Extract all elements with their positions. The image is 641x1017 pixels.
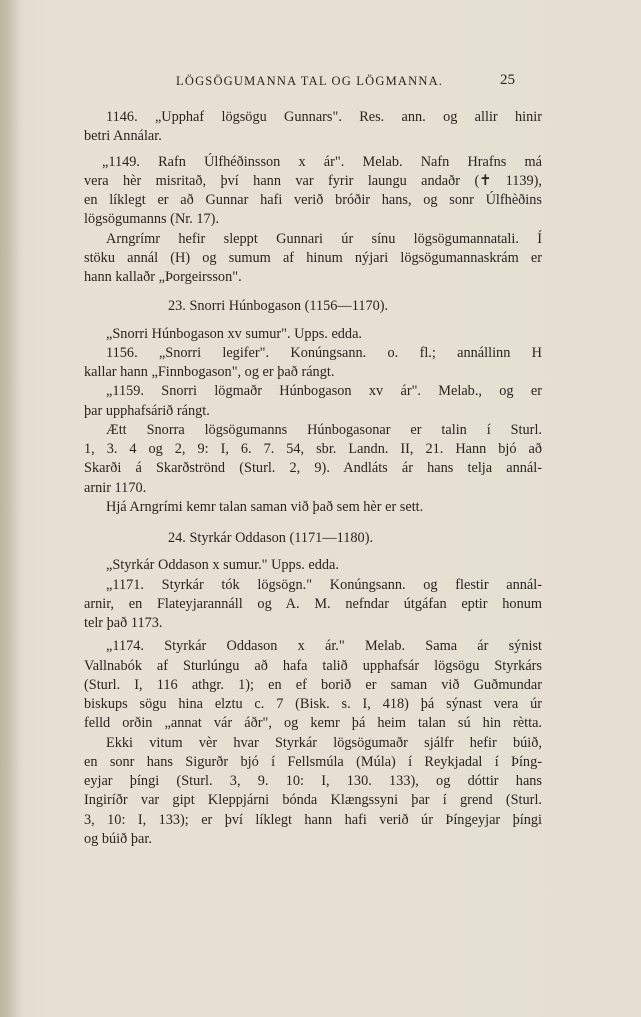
text-line: en líklegt er að Gunnar hafi verið bróðir hans, og sonr Úlfhèðins — [84, 192, 542, 208]
section-heading-23: 23. Snorri Húnbogason (1156—1170). — [168, 298, 389, 315]
text-line: (Sturl. I, 116 athgr. 1); en ef borið er saman við Guðmundar — [84, 676, 542, 693]
text-line: Vallnabók af Sturlúngu að hafa talið upphafsár lögsögu Styrkárs — [84, 657, 542, 674]
text-line: „1159. Snorri lögmaðr Húnbogason xv ár". Melab., og er — [106, 383, 542, 400]
text-line: Arngrímr hefir sleppt Gunnari úr sínu lögsögumannatali. Í — [106, 230, 542, 247]
text-line: arnir, en Flateyjarannáll og A. M. nefndar útgáfan eptir honum — [84, 595, 542, 612]
text-line: lögsögumanns (Nr. 17). — [84, 211, 220, 228]
text-line: „1149. Rafn Úlfhéðinsson x ár". Melab. Nafn Hrafns má — [102, 153, 542, 170]
text-line: og búið þar. — [84, 830, 152, 847]
page-header — [0, 74, 641, 94]
text-line: telr það 1173. — [84, 615, 163, 631]
section-heading-24: 24. Styrkár Oddason (1171—1180). — [168, 530, 374, 546]
text-line: Ekki vitum vèr hvar Styrkár lögsögumaðr sjálfr hefir búið, — [106, 734, 542, 751]
page-number: 25 — [500, 72, 515, 88]
text-line: en sonr hans Sigurðr bjó í Fellsmúla (Múla) í Reykjadal í Þíng- — [84, 753, 542, 770]
text-line: hann kallaðr „Þorgeirsson". — [84, 269, 242, 285]
text-line: „Styrkár Oddason x sumur." Upps. edda. — [106, 557, 339, 574]
text-line: Ætt Snorra lögsögumanns Húnbogasonar er talin í Sturl. — [106, 421, 542, 438]
text-line: „1174. Styrkár Oddason x ár." Melab. Sama ár sýnist — [106, 638, 542, 655]
text-line: „Snorri Húnbogason xv sumur". Upps. edda. — [106, 325, 363, 342]
text-line: Skarði á Skarðströnd (Sturl. 2, 9). Andláts ár hans telja annál- — [84, 460, 542, 477]
running-title: LÖGSÖGUMANNA TAL OG LÖGMANNA. — [176, 74, 444, 88]
text-line: vera hèr misritað, því hann var fyrir laungu andaðr (✝ 1139), — [84, 172, 542, 189]
text-line: þar upphafsárið rángt. — [84, 402, 210, 419]
text-line: 3, 10: I, 133); er því líklegt hann hafi verið úr Þíngeyjar þíngi — [84, 811, 542, 828]
text-line: Ingiríðr var gipt Kleppjárni bónda Klængssyni þar í grend (Sturl. — [84, 792, 542, 809]
text-line: 1156. „Snorri legifer". Konúngsann. o. fl.; annállinn H — [106, 344, 542, 361]
text-line: kallar hann „Finnbogason", og er það rángt. — [84, 364, 335, 380]
text-line: felld orðin „annat vár áðr", og kemr þá heim talan sú hin rètta. — [84, 715, 542, 732]
text-line: arnir 1170. — [84, 479, 147, 496]
text-line: 1, 3. 4 og 2, 9: I, 6. 7. 54, sbr. Landn. II, 21. Hann bjó að — [84, 441, 542, 457]
text-line: 1146. „Upphaf lögsögu Gunnars". Res. ann. og allir hinir — [106, 109, 542, 125]
page-body — [84, 108, 542, 849]
text-line: Hjá Arngrími kemr talan saman við það sem hèr er sett. — [106, 498, 424, 515]
text-line: eyjar þíngi (Sturl. 3, 9. 10: I, 130. 133), og dóttir hans — [84, 773, 542, 789]
text-line: betri Annálar. — [84, 128, 162, 145]
text-line: stöku annál (H) og sumum af hinum nýjari lögsögumannaskrám er — [84, 249, 542, 266]
text-line: „1171. Styrkár tók lögsögn." Konúngsann. og flestir annál- — [106, 576, 542, 593]
page-gutter-shadow — [0, 0, 22, 1017]
text-line: biskups sögu hina elztu c. 7 (Bisk. s. I, 418) þá sýnast vera úr — [84, 696, 542, 712]
